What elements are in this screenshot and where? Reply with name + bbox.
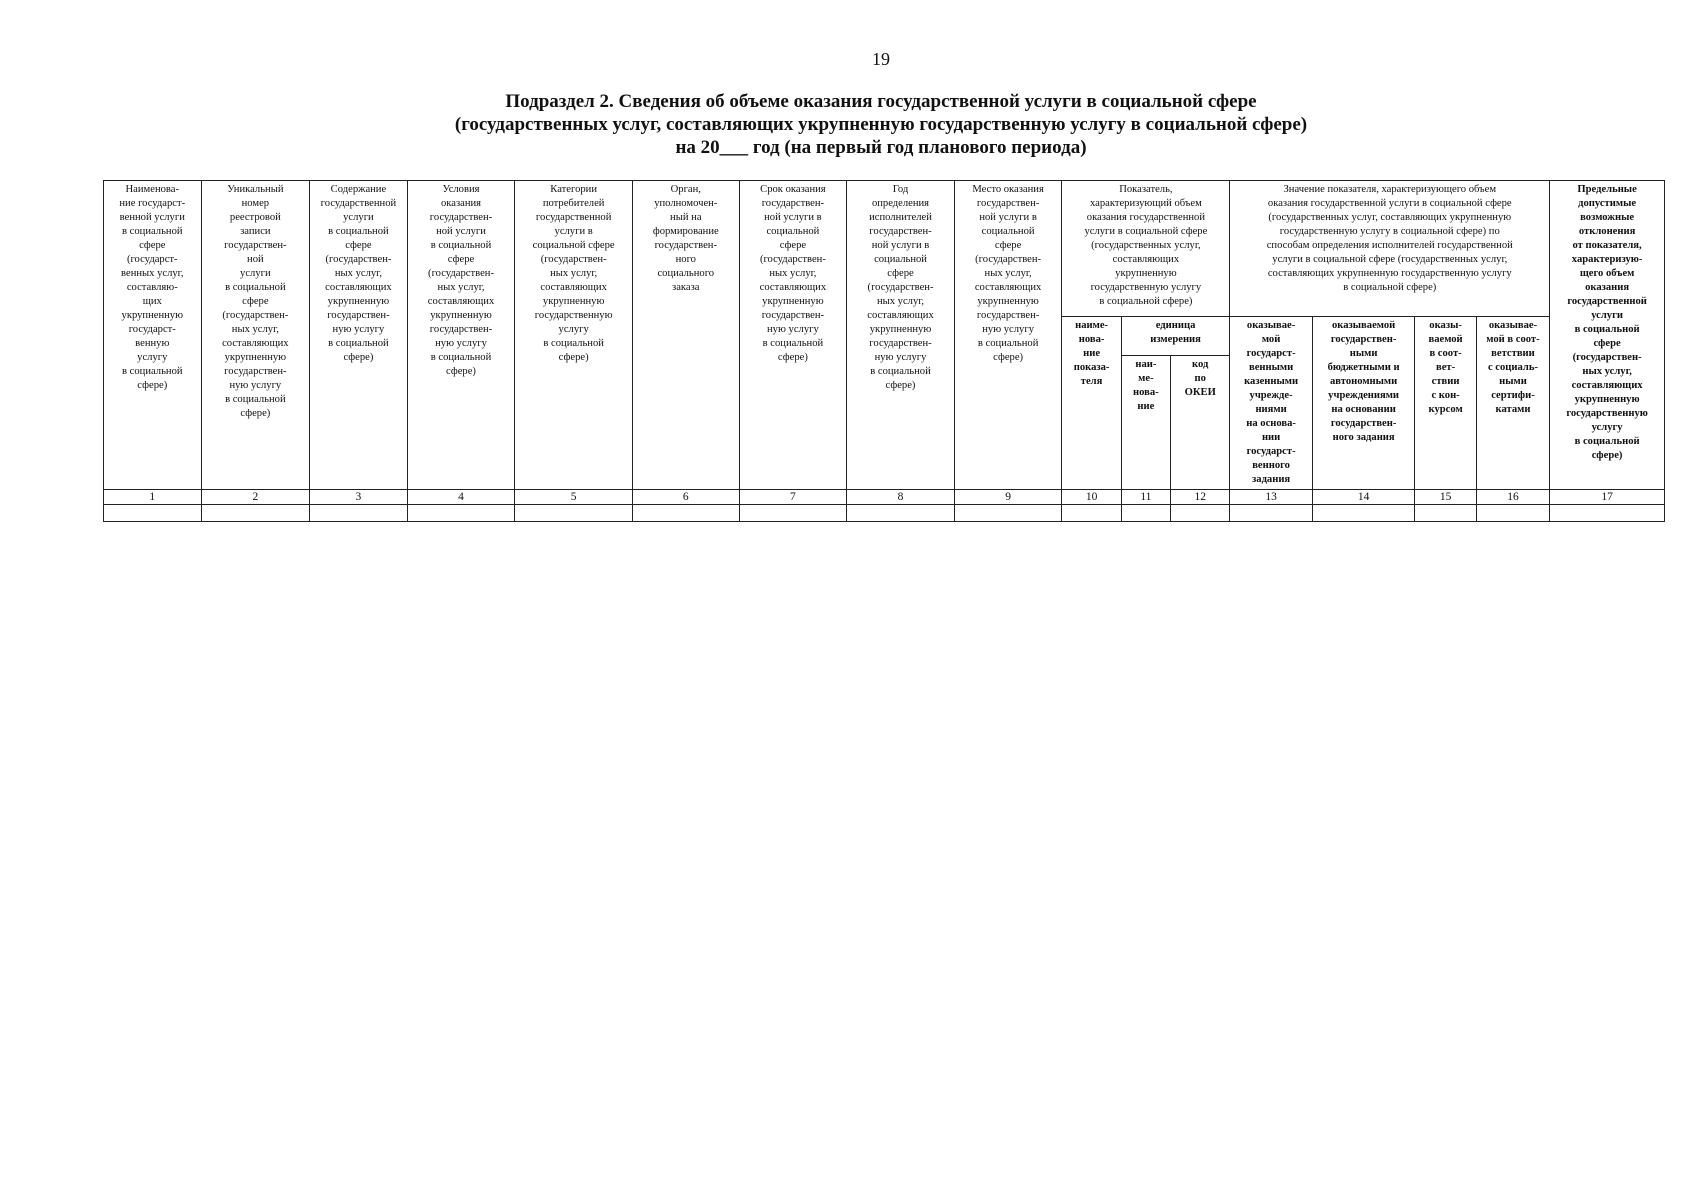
header-by-competition: оказы- ваемой в соот- вет- ствии с кон- курсом [1415, 317, 1476, 490]
column-number: 10 [1062, 490, 1121, 505]
title-line-3: на 20___ год (на первый год планового периода) [675, 137, 1087, 158]
table-cell [201, 505, 310, 522]
column-number: 2 [201, 490, 310, 505]
column-number: 17 [1550, 490, 1665, 505]
column-number: 7 [739, 490, 847, 505]
header-service-place: Место оказания государствен- ной услуги в социальной сфере (государствен- ных услуг, составляющих укрупненную государствен- ную услугу в социальной сфере) [954, 181, 1062, 490]
section-title [0, 90, 1699, 159]
column-number: 9 [954, 490, 1062, 505]
table-cell [1550, 505, 1665, 522]
header-budget-institutions: оказываемой государствен- ными бюджетными и автономными учреждениями на основании государствен- ного задания [1312, 317, 1415, 490]
table-cell [739, 505, 847, 522]
column-number: 6 [632, 490, 739, 505]
header-state-institutions: оказывае- мой государст- венными казенными учрежде- ниями на основа- нии государст- венного задания [1230, 317, 1312, 490]
header-by-certificates: оказывае- мой в соот- ветствии с социаль- ными сертифи- катами [1476, 317, 1549, 490]
column-number: 1 [104, 490, 202, 505]
table-cell [310, 505, 408, 522]
header-registry-number: Уникальный номер реестровой записи государствен- ной услуги в социальной сфере (государствен- ных услуг, составляющих укрупненную государствен- ную услугу в социальной сфере) [201, 181, 310, 490]
table-cell [1171, 505, 1230, 522]
header-unit-name: наи- ме- нова- ние [1121, 356, 1170, 490]
column-numbers-row [104, 490, 1665, 505]
header-value-group: Значение показателя, характеризующего объем оказания государственной услуги в социальной сфере (государственных услуг, составляющих укрупненную государственную услугу в социальной сфере) по способам определения исполнителей государственной услуги в социальной сфере (государственных услуг, составляющих укрупненную государственную услугу в социальной сфере) [1230, 181, 1550, 317]
column-number: 16 [1476, 490, 1549, 505]
header-unit-group: единица измерения [1121, 317, 1230, 356]
table-cell [104, 505, 202, 522]
column-number: 14 [1312, 490, 1415, 505]
header-indicator-group: Показатель, характеризующий объем оказания государственной услуги в социальной сфере (государственных услуг, составляющих укрупненную государственную услугу в социальной сфере) [1062, 181, 1230, 317]
header-indicator-name: наиме- нова- ние показа- теля [1062, 317, 1121, 490]
title-line-2: (государственных услуг, составляющих укрупненную государственную услугу в социальной сфере) [454, 114, 1308, 135]
empty-data-row [104, 505, 1665, 522]
table-cell [847, 505, 955, 522]
header-authorized-body: Орган, уполномочен- ный на формирование государствен- ного социального заказа [632, 181, 739, 490]
column-number: 11 [1121, 490, 1170, 505]
column-number: 12 [1171, 490, 1230, 505]
page-number: 19 [872, 49, 890, 69]
header-service-content: Содержание государственной услуги в социальной сфере (государствен- ных услуг, составляющих укрупненную государствен- ную услугу в социальной сфере) [310, 181, 408, 490]
table-cell [1415, 505, 1476, 522]
header-service-term: Срок оказания государствен- ной услуги в социальной сфере (государствен- ных услуг, составляющих укрупненную государствен- ную услугу в социальной сфере) [739, 181, 847, 490]
volume-table [103, 180, 1665, 522]
header-service-conditions: Условия оказания государствен- ной услуги в социальной сфере (государствен- ных услуг, составляющих укрупненную государствен- ную услугу в социальной сфере) [407, 181, 515, 490]
table-cell [407, 505, 515, 522]
header-row-1 [104, 181, 1665, 317]
column-number: 5 [515, 490, 633, 505]
column-number: 3 [310, 490, 408, 505]
table-cell [1230, 505, 1312, 522]
header-allowed-deviations: Предельные допустимые возможные отклонения от показателя, характеризую- щего объем оказания государственной услуги в социальной сфере (государствен- ных услуг, составляющих укрупненную государственную услугу в социальной сфере) [1550, 181, 1665, 490]
column-number: 13 [1230, 490, 1312, 505]
table-cell [1476, 505, 1549, 522]
column-number: 15 [1415, 490, 1476, 505]
table-cell [1121, 505, 1170, 522]
table-cell [954, 505, 1062, 522]
header-okei-code: код по ОКЕИ [1171, 356, 1230, 490]
title-line-1: Подраздел 2. Сведения об объеме оказания государственной услуги в социальной сфере [505, 91, 1257, 112]
column-number: 4 [407, 490, 515, 505]
table-cell [1312, 505, 1415, 522]
table-cell [632, 505, 739, 522]
header-provider-year: Год определения исполнителей государствен- ной услуги в социальной сфере (государствен- ных услуг, составляющих укрупненную государствен- ную услугу в социальной сфере) [847, 181, 955, 490]
table-cell [515, 505, 633, 522]
table-cell [1062, 505, 1121, 522]
header-consumer-categories: Категории потребителей государственной услуги в социальной сфере (государствен- ных услуг, составляющих укрупненную государственную услугу в социальной сфере) [515, 181, 633, 490]
column-number: 8 [847, 490, 955, 505]
header-service-name: Наименова- ние государст- венной услуги в социальной сфере (государст- венных услуг, составляю- щих укрупненную государст- венную услугу в социальной сфере) [104, 181, 202, 490]
